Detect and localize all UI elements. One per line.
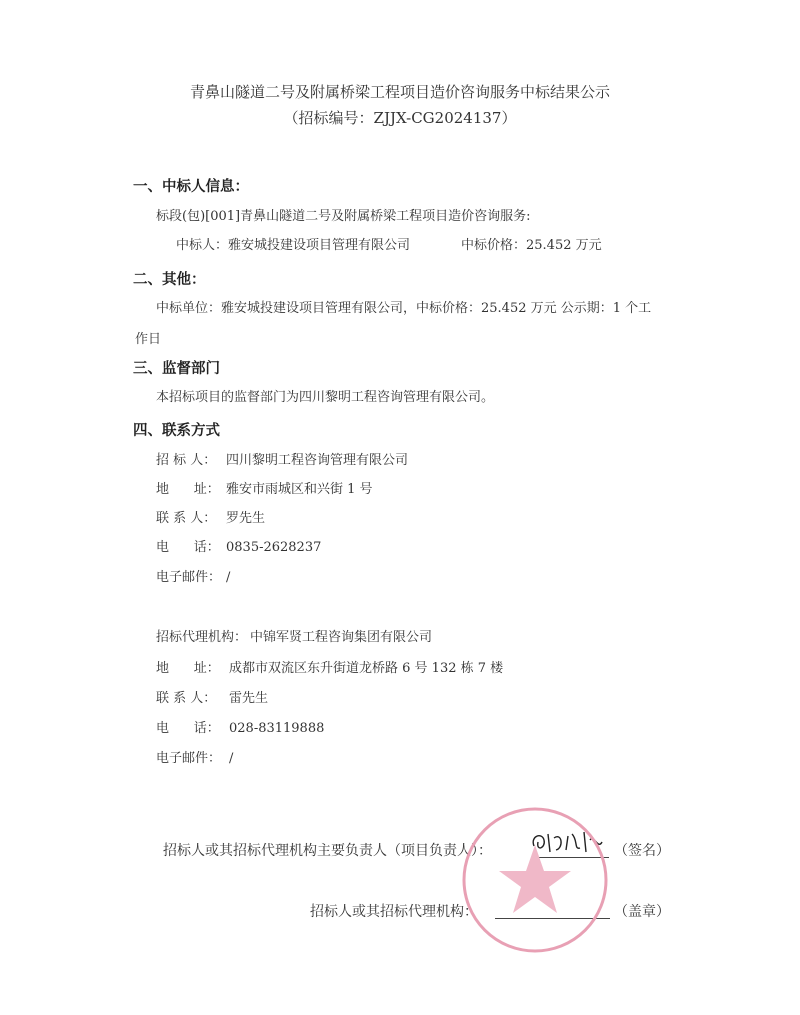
seal-suffix: （盖章） (614, 904, 670, 920)
agency-label: 电子邮件： (156, 751, 222, 766)
agency-label: 电 话： (156, 721, 220, 736)
section-heading-winner: 一、中标人信息： (133, 179, 249, 195)
tenderer-label: 招 标 人： (156, 453, 217, 468)
other-line-2: 作日 (135, 332, 162, 347)
agency-label: 地 址： (156, 661, 220, 676)
agency-value: 中锦军贤工程咨询集团有限公司 (250, 630, 433, 645)
tenderer-label: 电 话： (156, 540, 220, 555)
winner-price: 中标价格：25.452 万元 (461, 238, 602, 253)
agency-value: 成都市双流区东升街道龙桥路 6 号 132 栋 7 楼 (229, 661, 504, 676)
lot-text: 标段(包)[001]青鼻山隧道二号及附属桥梁工程项目造价咨询服务: (156, 209, 531, 224)
winner-name: 中标人：雅安城投建设项目管理有限公司 (176, 238, 411, 253)
section-heading-other: 二、其他： (133, 272, 206, 288)
company-seal-stamp (460, 805, 610, 955)
sign-suffix: （签名） (614, 843, 670, 859)
tenderer-value: 雅安市雨城区和兴街 1 号 (226, 482, 373, 497)
document-title: 青鼻山隧道二号及附属桥梁工程项目造价咨询服务中标结果公示 (189, 83, 610, 101)
seal-label: 招标人或其招标代理机构： (310, 904, 478, 920)
agency-label: 联 系 人： (156, 691, 217, 706)
section-heading-supervision: 三、监督部门 (133, 361, 220, 377)
tenderer-value: 罗先生 (226, 511, 266, 526)
tenderer-label: 电子邮件： (156, 570, 222, 585)
agency-value: 雷先生 (229, 691, 269, 706)
tenderer-value: 0835-2628237 (226, 540, 322, 555)
tenderer-value: 四川黎明工程咨询管理有限公司 (226, 453, 409, 468)
section-heading-contact: 四、联系方式 (133, 423, 220, 439)
tenderer-label: 联 系 人： (156, 511, 217, 526)
other-line-1: 中标单位：雅安城投建设项目管理有限公司，中标价格：25.452 万元 公示期：1 个工 (156, 301, 652, 316)
sign-label: 招标人或其招标代理机构主要负责人（项目负责人）： (163, 843, 492, 859)
tenderer-label: 地 址： (156, 482, 220, 497)
supervision-text: 本招标项目的监督部门为四川黎明工程咨询管理有限公司。 (156, 390, 495, 405)
agency-label: 招标代理机构： (156, 630, 248, 645)
tender-number: （招标编号：ZJJX-CG2024137） (283, 109, 517, 127)
agency-value: / (229, 751, 234, 766)
agency-value: 028-83119888 (229, 721, 325, 736)
tenderer-value: / (226, 570, 231, 585)
